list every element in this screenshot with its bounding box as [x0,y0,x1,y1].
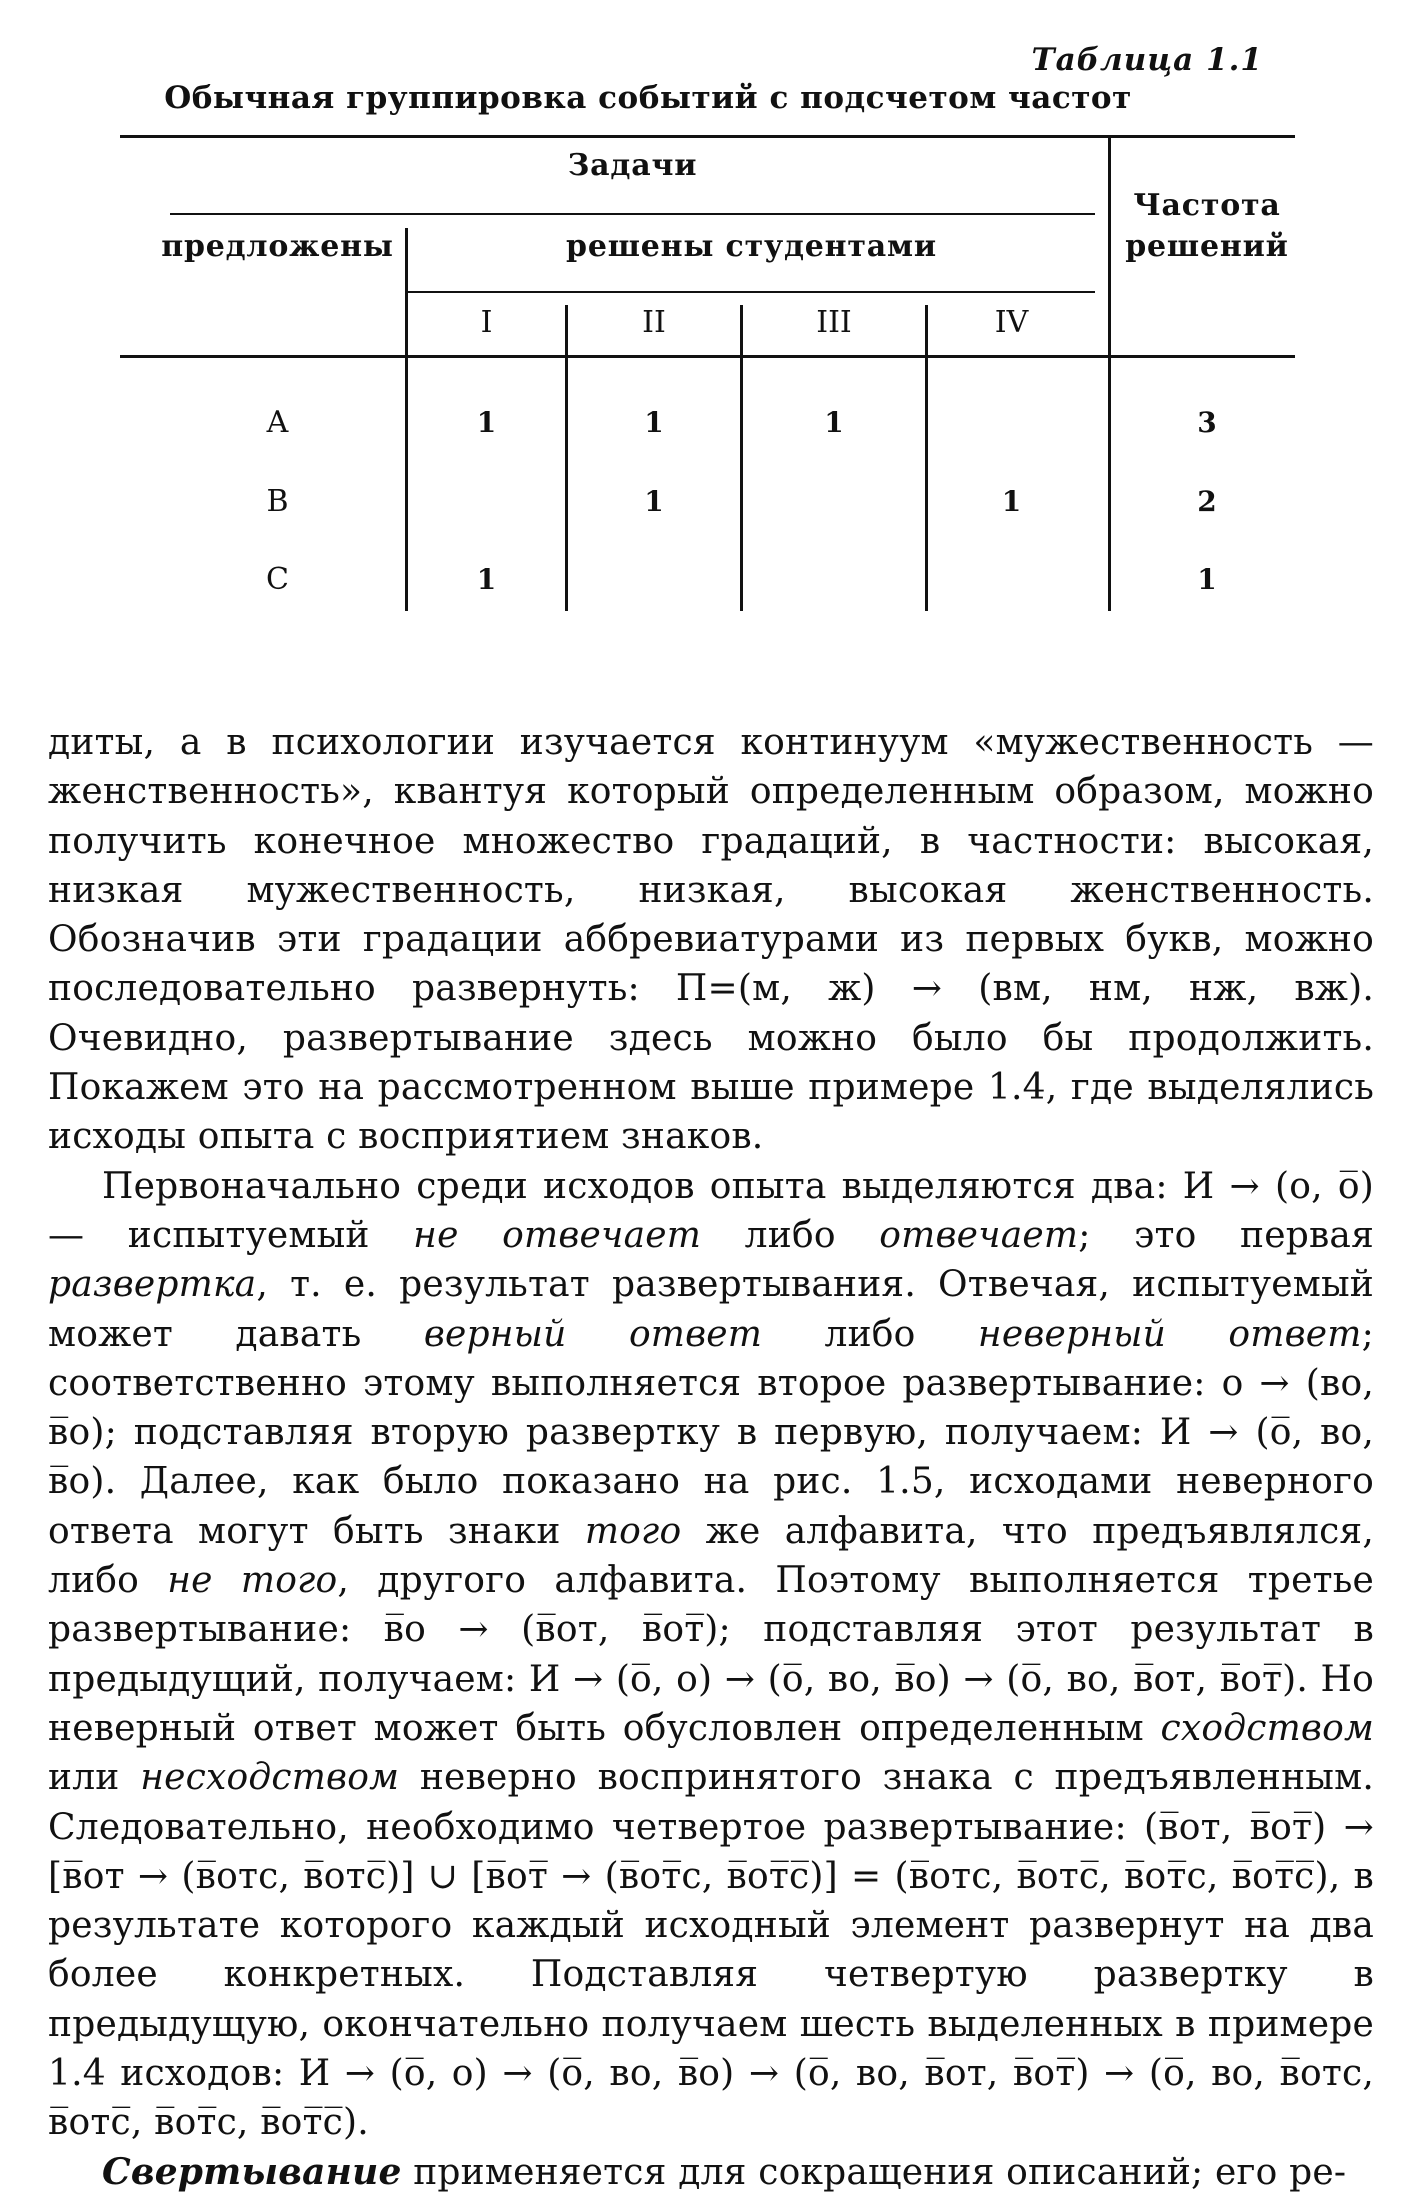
emphasis: сходством [1160,1707,1374,1749]
emphasis: неверный ответ [977,1313,1362,1355]
emphasis: не отвечает [413,1214,702,1256]
student-label: III [816,305,852,340]
text-span: неверно воспринятого знака с предъявленным. Следовательно, необходимо четвертое развертывание: (в̅от, в̅от̅) → [в̅от → (в̅отс, в̅отс̅)] ∪ [в̅от̅ → (в̅от̅с, в̅от̅с̅)] = (в̅отс, в̅отс̅, в̅от̅с, в̅от̅с̅), в результате которого каждый исходный элемент развернут на два более конкретных. Подставляя четвертую развертку в предыдущую, окончательно получаем шесть выделенных в примере 1.4 исходов: И → (о̅, о) → (о̅, во, в̅о) → (о̅, во, в̅от, в̅от̅) → (о̅, во, в̅отс, в̅отс̅, в̅от̅с, в̅от̅с̅). [48,1757,1374,2144]
emphasis: того [584,1510,682,1552]
frequency-cell: 2 [1197,485,1217,518]
emphasis: не того [167,1560,338,1602]
emphasis: отвечает [879,1214,1079,1256]
table-number: Таблица 1.1 [1031,42,1263,78]
text-span: применяется для сокращения описаний; его ре- [401,2151,1347,2193]
task-label: B [266,484,289,519]
table-title: Обычная группировка событий с подсчетом частот [164,80,1132,116]
header-solved: решены студентами [566,229,937,264]
header-proposed: предложены [161,229,394,264]
emphasis: развертка [48,1264,257,1306]
frequency-cell: 1 [1197,563,1217,596]
emphasis: несходством [140,1757,400,1799]
student-divider-3 [925,305,928,611]
table-cell: 1 [476,406,497,439]
text-span: Первоначально среди исходов опыта выделяются два: И → (о, о̅) — испытуемый [48,1165,1374,1256]
text-span: же алфавита, что предъявлялся, либо [48,1510,1374,1602]
text-span: , т. е. результат развертывания. Отвечая, испытуемый может давать [48,1264,1374,1355]
emphasis: верный ответ [423,1313,763,1355]
task-label: A [266,405,289,440]
text-span: либо [762,1313,978,1355]
header-bottom-rule [120,355,1295,358]
table-cell: 1 [644,406,664,439]
table-cell: 1 [1001,485,1022,518]
frequency-divider [1108,135,1111,611]
tasks-underline [170,213,1095,215]
frequency-cell: 3 [1197,406,1217,439]
student-label: II [642,305,666,340]
emphasis: Свертывание [102,2150,402,2193]
paragraph-3 [48,2148,1374,2197]
paragraph-2 [48,1162,1374,2148]
table-cell: 1 [644,485,664,518]
table-top-rule [120,135,1295,138]
solved-underline [408,291,1095,293]
text-span: или [48,1757,141,1799]
text-span: ; это первая [1078,1214,1374,1256]
student-label: IV [994,305,1029,340]
body-text [48,718,1374,2197]
student-divider-1 [565,305,568,611]
table-cell: 1 [824,406,844,439]
text-span: ; соответственно этому выполняется второе развертывание: о → (во, в̅о); подставляя вторую развертку в первую, получаем: И → (о̅, во, в̅о). Далее, как было показано на рис. 1.5, исходами неверного ответа могут быть знаки [48,1313,1374,1552]
text-span: , другого алфавита. Поэтому выполняется третье развертывание: в̅о → (в̅от, в̅от̅); подставляя этот результат в предыдущий, получаем: И → (о̅, о) → (о̅, во, в̅о) → (о̅, во, в̅от, в̅от̅). Но неверный ответ может быть обусловлен определенным [48,1560,1375,1749]
header-frequency-line1: Частота [1133,188,1281,223]
header-tasks: Задачи [567,148,698,183]
task-label: C [266,562,289,597]
table-cell: 1 [476,563,497,596]
student-label: I [480,305,493,340]
paragraph-1: диты, а в психологии изучается континуум «мужественность — женственность», квантуя который определенным образом, можно получить конечное множество градаций, в частности: высокая, низкая мужественность, низкая, высокая женственность. Обозначив эти градации аббревиатурами из первых букв, можно последовательно развернуть: П=(м, ж) → (вм, нм, нж, вж). Очевидно, развертывание здесь можно было бы продолжить. Покажем это на рассмотренном выше примере 1.4, где выделялись исходы опыта с восприятием знаков. [48,722,1374,1158]
student-divider-2 [740,305,743,611]
header-frequency-line2: решений [1125,229,1289,264]
text-span: либо [701,1214,880,1256]
